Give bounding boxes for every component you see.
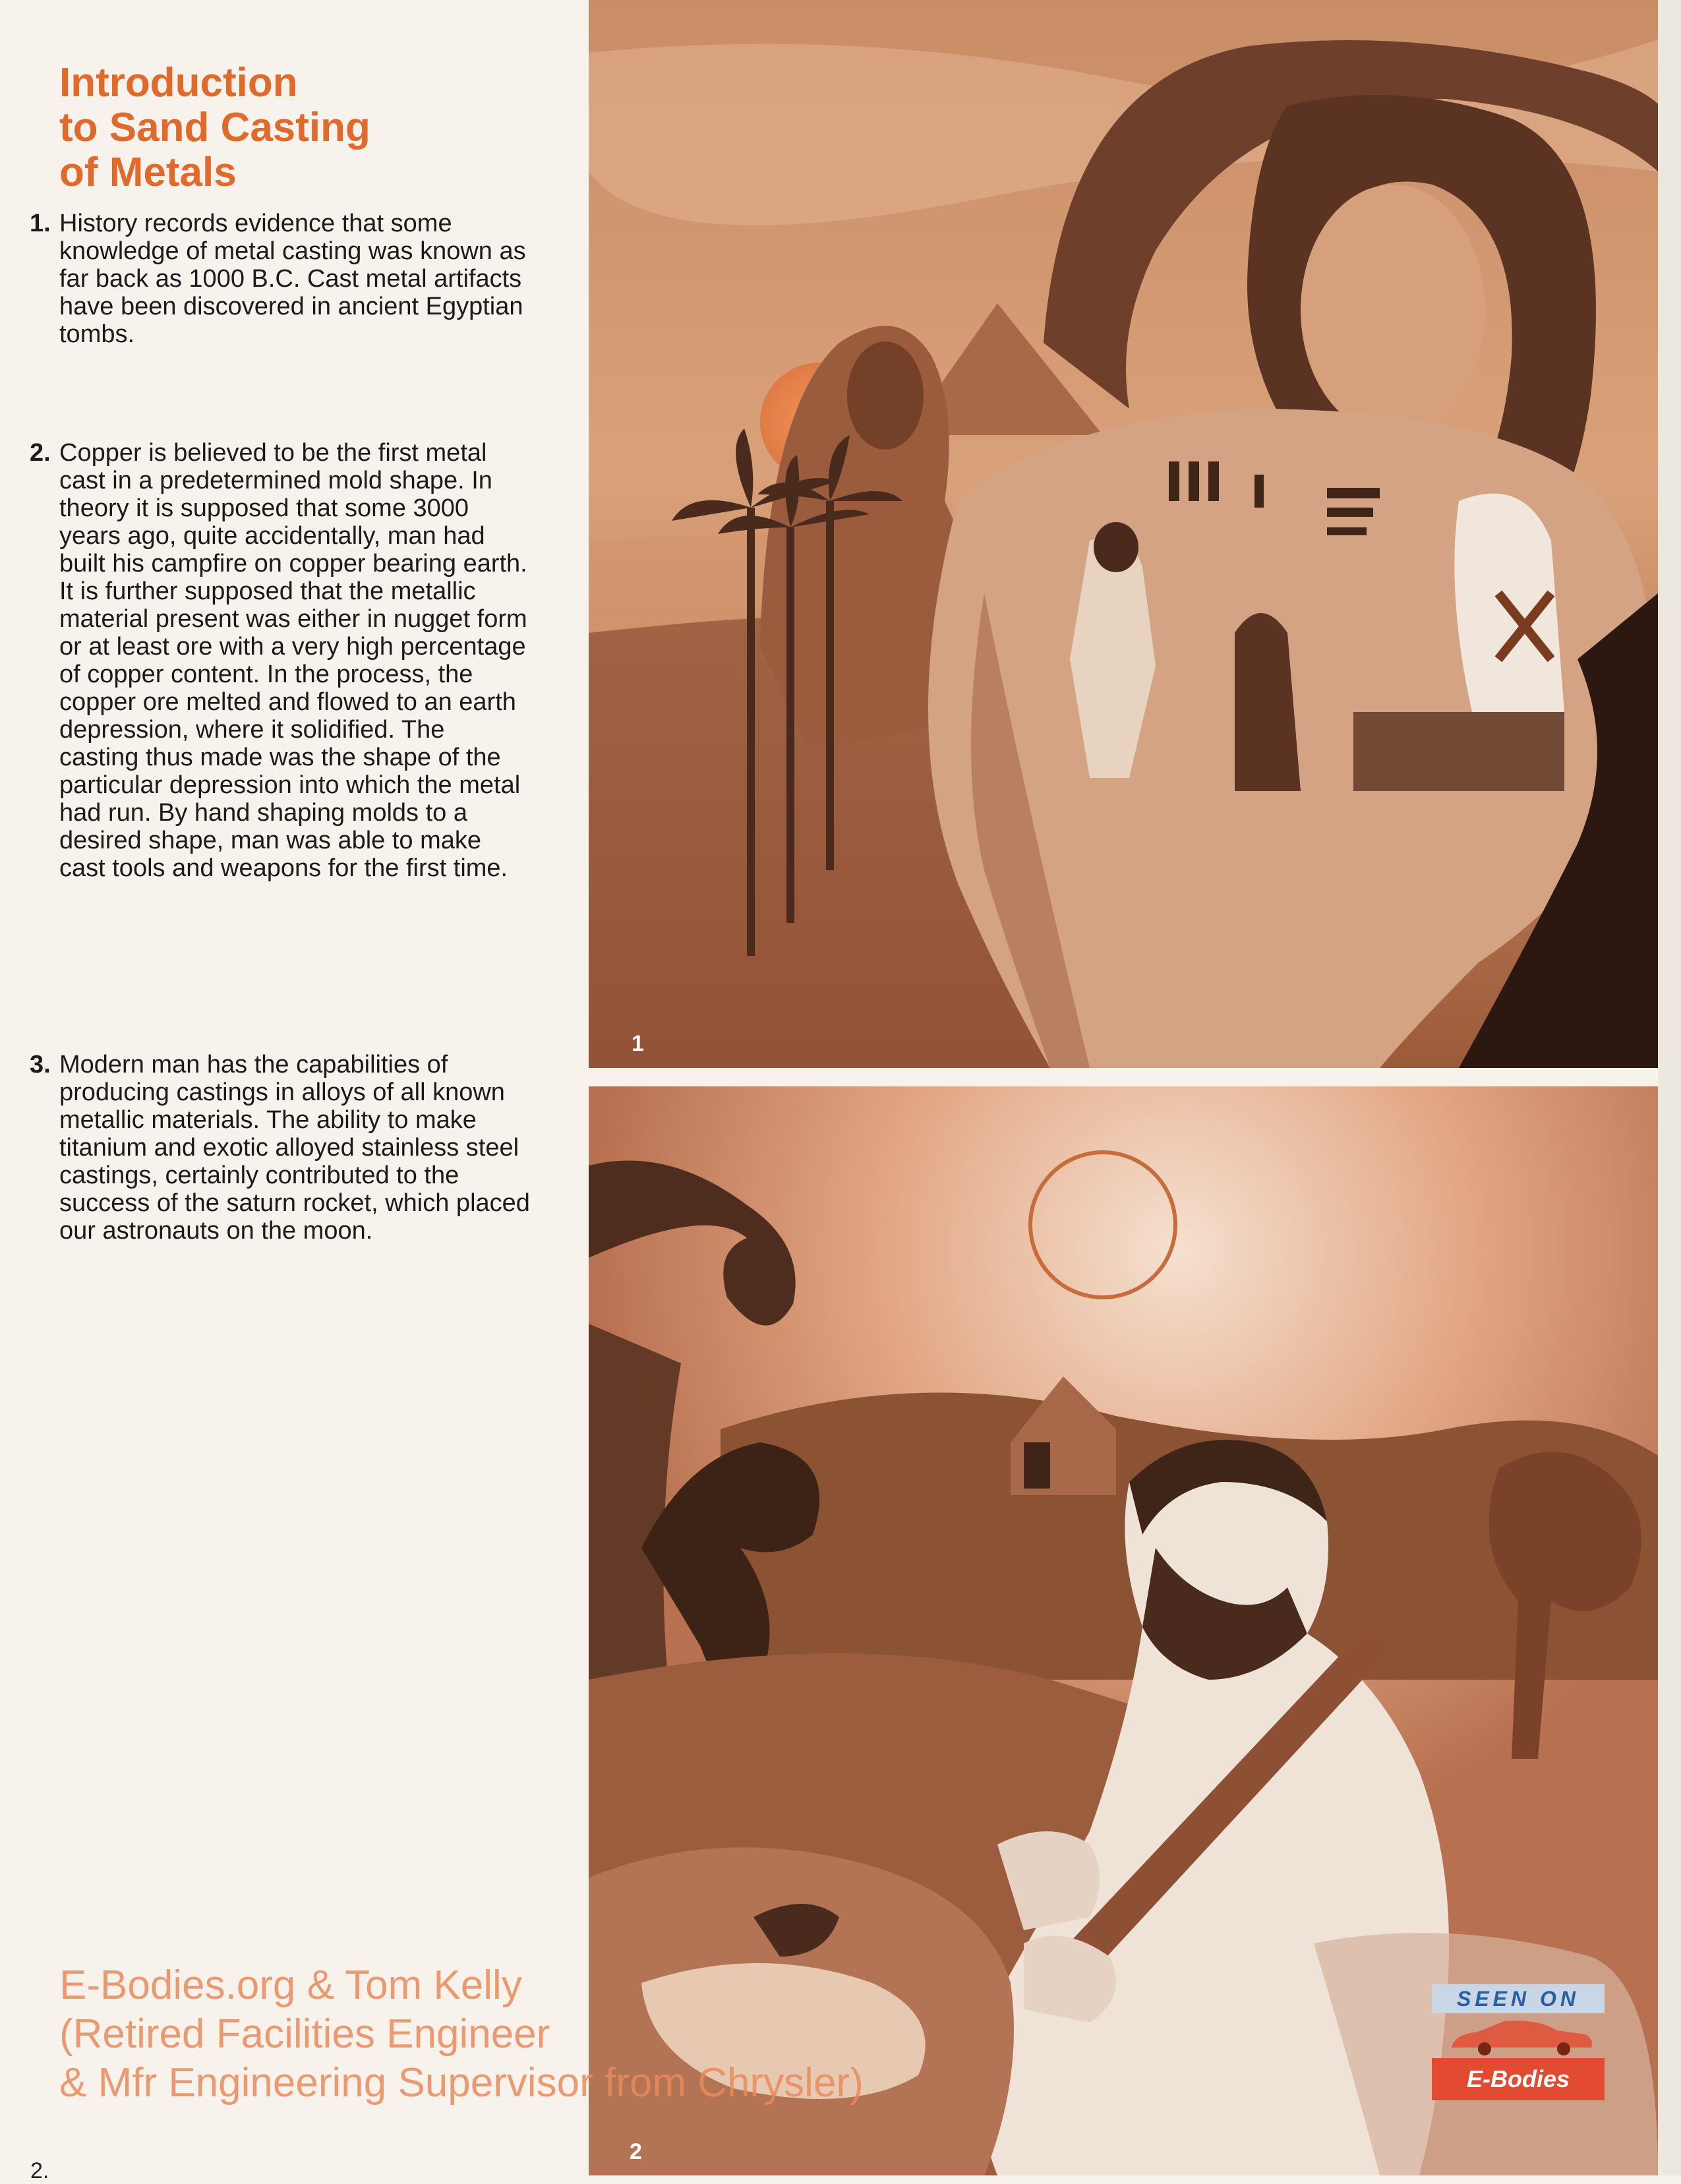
paragraph-number: 3. xyxy=(30,1051,51,1078)
paragraph-text: Copper is believed to be the first metal cast in a predetermined mold shape. In theory it is supposed that some 3000 years ago, quite accidentally, man had built his campfire on copper bearing earth. It is further supposed that the metallic material present was either in nugget form or at least ore with a very high percentage of copper content. In the process, the copper ore melted and flowed to an earth depression, where it solidified. The casting thus made was the shape of the particular depression into which the metal had run. By hand shaping molds to a desired shape, man was able to make cast tools and weapons for the first time. xyxy=(59,439,527,882)
title-line-3: of Metals xyxy=(59,150,237,195)
title-line-2: to Sand Casting xyxy=(59,105,370,150)
car-icon xyxy=(1438,2015,1598,2058)
paragraph-number: 2. xyxy=(30,439,51,467)
watermark-line-3: & Mfr Engineering Supervisor from Chrysler) xyxy=(59,2060,864,2106)
title-line-1: Introduction xyxy=(59,60,298,105)
page-number: 2. xyxy=(30,2158,49,2183)
paragraph-text: History records evidence that some knowledge of metal casting was known as far back as 1000 B.C. Cast metal artifacts have been discovered in ancient Egyptian tombs. xyxy=(59,210,526,348)
illustration-egyptian-vase xyxy=(589,0,1658,1068)
paragraph-3 xyxy=(30,1051,531,1245)
watermark-line-2: (Retired Facilities Engineer xyxy=(59,2011,550,2057)
seen-on-ebodies-badge xyxy=(1432,1984,1605,2100)
egyptian-scene-artwork xyxy=(589,0,1658,1068)
watermark-credit xyxy=(59,1961,982,2108)
figure-2-number: 2 xyxy=(630,2139,642,2164)
page-title xyxy=(59,61,521,195)
paragraph-1 xyxy=(30,210,531,348)
figure-1-number: 1 xyxy=(632,1031,644,1056)
badge-top-text: SEEN ON xyxy=(1432,1984,1605,2013)
paragraph-2 xyxy=(30,439,531,882)
paragraph-number: 1. xyxy=(30,210,51,237)
page-spine-edge xyxy=(1658,0,1681,2175)
watermark-line-1: E-Bodies.org & Tom Kelly xyxy=(59,1963,522,2008)
badge-bottom-text: E-Bodies xyxy=(1432,2058,1605,2100)
paragraph-text: Modern man has the capabilities of producing castings in alloys of all known metallic materials. The ability to make titanium and exotic alloyed stainless steel castings, certainly contributed to the success of the saturn rocket, which placed our astronauts on the moon. xyxy=(59,1051,530,1245)
